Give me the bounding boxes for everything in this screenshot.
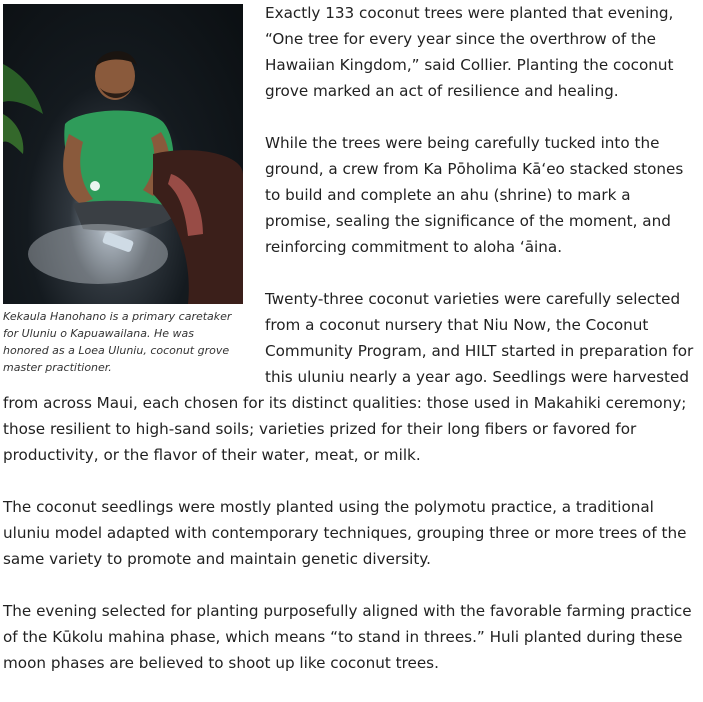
paragraph: While the trees were being carefully tucked into the ground, a crew from Ka Pōholima Kāʻeo stacked stones to build and complete an ahu (shrine) to mark a promise, sealing the significance of the moment, and reinforcing commitment to aloha ʻāina. <box>265 134 684 256</box>
paragraph: Twenty-three coconut varieties were carefully selected from a coconut nursery that Niu Now, the Coconut Community Program, and HILT started in preparation for this uluniu nearly a year ago. Seedlings were harvested from across Maui, each chosen for its distinct qualities: those used in Makahiki ceremony; those resilient to high-sand soils; varieties prized for their long fibers or favored for productivity, or the flavor of their water, meat, or milk. <box>3 290 694 464</box>
figure <box>3 4 243 376</box>
photo <box>3 4 243 304</box>
figure-caption: Kekaula Hanohano is a primary caretaker for Uluniu o Kapuawailana. He was honored as a Loea Uluniu, coconut grove master practitioner. <box>3 310 232 374</box>
paragraph: The evening selected for planting purposefully aligned with the favorable farming practice of the Kūkolu mahina phase, which means “to stand in threes.” Huli planted during these moon phases are believed to shoot up like coconut trees. <box>3 602 692 672</box>
article <box>3 0 700 702</box>
person-planting-photo-icon <box>3 4 243 304</box>
paragraph: The coconut seedlings were mostly planted using the polymotu practice, a traditional uluniu model adapted with contemporary techniques, grouping three or more trees of the same variety to promote and maintain genetic diversity. <box>3 498 687 568</box>
paragraph: Exactly 133 coconut trees were planted that evening, “One tree for every year since the overthrow of the Hawaiian Kingdom,” said Collier. Planting the coconut grove marked an act of resilience and healing. <box>265 4 674 100</box>
